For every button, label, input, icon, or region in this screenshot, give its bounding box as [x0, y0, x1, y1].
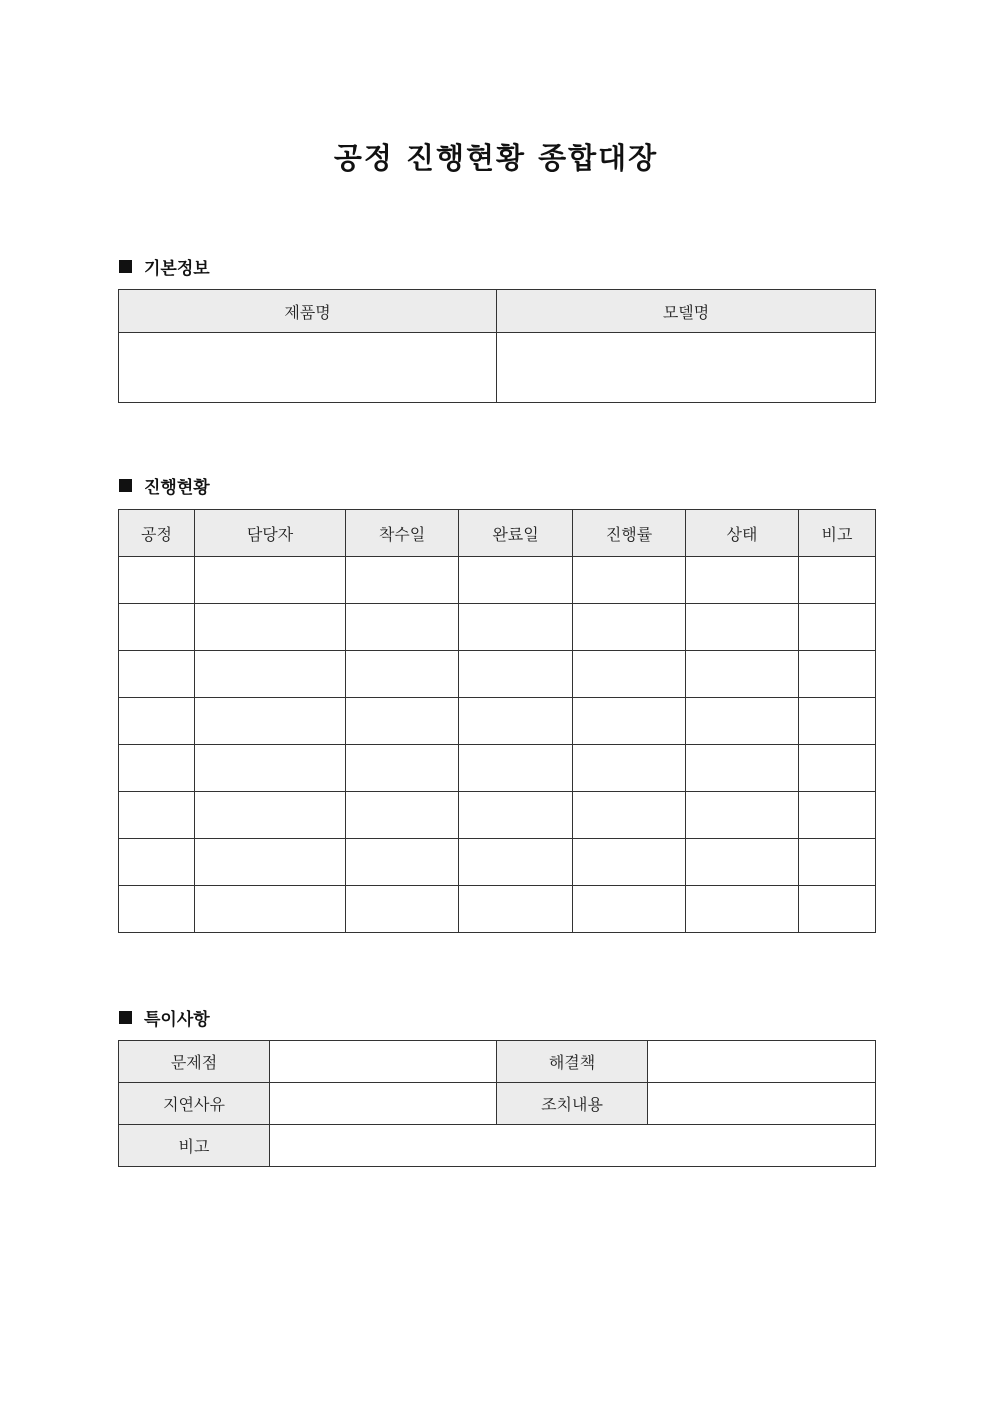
remarks-cell[interactable]	[799, 698, 876, 745]
progress-rate-cell[interactable]	[573, 557, 686, 604]
model-name-header: 모델명	[497, 290, 876, 333]
process-header: 공정	[119, 510, 195, 557]
process-cell[interactable]	[119, 651, 195, 698]
manager-header: 담당자	[195, 510, 346, 557]
manager-cell[interactable]	[195, 886, 346, 933]
problem-label: 문제점	[119, 1041, 270, 1083]
start-date-header: 착수일	[346, 510, 459, 557]
progress-rate-cell[interactable]	[573, 698, 686, 745]
black-square-icon	[119, 479, 132, 492]
process-cell[interactable]	[119, 557, 195, 604]
start-date-cell[interactable]	[346, 698, 459, 745]
table-row	[119, 839, 876, 886]
start-date-cell[interactable]	[346, 651, 459, 698]
progress-body	[119, 557, 876, 933]
progress-rate-cell[interactable]	[573, 604, 686, 651]
delay-reason-label: 지연사유	[119, 1083, 270, 1125]
remarks-cell[interactable]	[799, 651, 876, 698]
start-date-cell[interactable]	[346, 886, 459, 933]
table-row	[119, 792, 876, 839]
action-label: 조치내용	[497, 1083, 648, 1125]
table-row	[119, 604, 876, 651]
manager-cell[interactable]	[195, 839, 346, 886]
start-date-cell[interactable]	[346, 792, 459, 839]
process-cell[interactable]	[119, 839, 195, 886]
basic-info-heading	[119, 254, 210, 279]
issues-heading	[119, 1005, 210, 1030]
remarks-cell[interactable]	[799, 886, 876, 933]
progress-rate-cell[interactable]	[573, 886, 686, 933]
status-header: 상태	[686, 510, 799, 557]
status-cell[interactable]	[686, 557, 799, 604]
delay-reason-field[interactable]	[270, 1083, 497, 1125]
product-name-field[interactable]	[119, 333, 497, 403]
end-date-cell[interactable]	[459, 557, 573, 604]
process-cell[interactable]	[119, 698, 195, 745]
manager-cell[interactable]	[195, 745, 346, 792]
status-cell[interactable]	[686, 604, 799, 651]
basic-info-table	[118, 289, 876, 403]
status-cell[interactable]	[686, 651, 799, 698]
progress-heading	[119, 473, 210, 498]
end-date-cell[interactable]	[459, 651, 573, 698]
status-cell[interactable]	[686, 839, 799, 886]
status-cell[interactable]	[686, 886, 799, 933]
remarks-cell[interactable]	[799, 745, 876, 792]
start-date-cell[interactable]	[346, 557, 459, 604]
remarks-header: 비고	[799, 510, 876, 557]
end-date-cell[interactable]	[459, 698, 573, 745]
end-date-cell[interactable]	[459, 745, 573, 792]
status-cell[interactable]	[686, 792, 799, 839]
remarks-cell[interactable]	[799, 604, 876, 651]
issues-row	[119, 1083, 876, 1125]
basic-info-value-row	[119, 333, 876, 403]
manager-cell[interactable]	[195, 698, 346, 745]
basic-info-header-row	[119, 290, 876, 333]
progress-rate-cell[interactable]	[573, 651, 686, 698]
progress-heading-label: 진행현황	[144, 478, 210, 498]
end-date-cell[interactable]	[459, 604, 573, 651]
status-cell[interactable]	[686, 698, 799, 745]
solution-field[interactable]	[648, 1041, 876, 1083]
manager-cell[interactable]	[195, 792, 346, 839]
issues-row	[119, 1041, 876, 1083]
remarks-cell[interactable]	[799, 557, 876, 604]
black-square-icon	[119, 260, 132, 273]
model-name-field[interactable]	[497, 333, 876, 403]
progress-rate-cell[interactable]	[573, 792, 686, 839]
start-date-cell[interactable]	[346, 839, 459, 886]
manager-cell[interactable]	[195, 557, 346, 604]
status-cell[interactable]	[686, 745, 799, 792]
process-cell[interactable]	[119, 886, 195, 933]
product-name-header: 제품명	[119, 290, 497, 333]
end-date-header: 완료일	[459, 510, 573, 557]
table-row	[119, 745, 876, 792]
remarks-field[interactable]	[270, 1125, 876, 1167]
table-row	[119, 886, 876, 933]
progress-rate-header: 진행률	[573, 510, 686, 557]
remarks-cell[interactable]	[799, 839, 876, 886]
process-cell[interactable]	[119, 604, 195, 651]
end-date-cell[interactable]	[459, 886, 573, 933]
progress-table	[118, 509, 876, 933]
end-date-cell[interactable]	[459, 792, 573, 839]
start-date-cell[interactable]	[346, 745, 459, 792]
progress-rate-cell[interactable]	[573, 745, 686, 792]
issues-table	[118, 1040, 876, 1167]
start-date-cell[interactable]	[346, 604, 459, 651]
basic-info-heading-label: 기본정보	[144, 259, 210, 279]
manager-cell[interactable]	[195, 604, 346, 651]
progress-header-row	[119, 510, 876, 557]
problem-field[interactable]	[270, 1041, 497, 1083]
action-field[interactable]	[648, 1083, 876, 1125]
table-row	[119, 698, 876, 745]
table-row	[119, 651, 876, 698]
table-row	[119, 557, 876, 604]
remarks-label: 비고	[119, 1125, 270, 1167]
manager-cell[interactable]	[195, 651, 346, 698]
process-cell[interactable]	[119, 745, 195, 792]
black-square-icon	[119, 1011, 132, 1024]
solution-label: 해결책	[497, 1041, 648, 1083]
remarks-cell[interactable]	[799, 792, 876, 839]
issues-row	[119, 1125, 876, 1167]
document-title: 공정 진행현황 종합대장	[333, 141, 659, 175]
end-date-cell[interactable]	[459, 839, 573, 886]
issues-heading-label: 특이사항	[144, 1010, 210, 1030]
process-cell[interactable]	[119, 792, 195, 839]
progress-rate-cell[interactable]	[573, 839, 686, 886]
